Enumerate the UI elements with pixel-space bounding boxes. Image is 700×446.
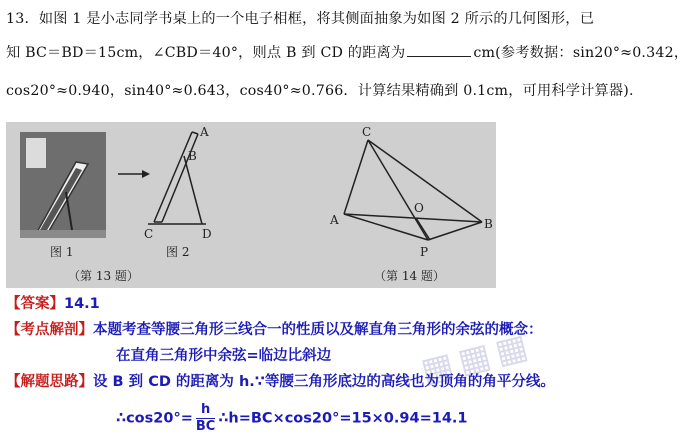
- figure-2: [148, 132, 206, 224]
- formula-left: ∴cos20°=: [116, 410, 193, 427]
- fig14-label-p: P: [420, 245, 429, 259]
- key-point-text-1: 本题考查等腰三角形三线合一的性质以及解直角三角形的余弦的概念：: [93, 322, 543, 338]
- solution-tag: 【解题思路】: [6, 374, 93, 390]
- solution-line: [6, 370, 555, 391]
- fig2-label-b: B: [188, 149, 197, 163]
- formula-line: [116, 402, 468, 435]
- fig2-label-a: A: [200, 125, 209, 139]
- answer-line: [6, 292, 100, 313]
- fig2-caption: 图 2: [166, 245, 190, 259]
- watermark: ▦▦▦: [416, 324, 538, 392]
- figure-photo: [6, 122, 496, 288]
- figure-1-photo: [20, 132, 106, 238]
- fig2-label-d: D: [202, 227, 212, 241]
- solution-text: 设 B 到 CD 的距离为 h.∵等腰三角形底边的高线也为顶角的角平分线。: [93, 374, 555, 390]
- arrow-head: [142, 170, 150, 178]
- key-point-line-2: 在直角三角形中余弦=临边比斜边: [116, 348, 332, 364]
- answer-blank: [407, 55, 471, 57]
- answer-tag: 【答案】: [6, 296, 64, 312]
- fig14-label-o: O: [414, 201, 424, 215]
- question-line-2b: cm(参考数据：sin20°≈0.342，: [473, 45, 689, 61]
- fig14-caption: （第 14 题）: [374, 269, 445, 283]
- fraction-numerator: h: [196, 402, 215, 419]
- question-line-2: [6, 42, 688, 62]
- fig1-caption: 图 1: [50, 245, 74, 259]
- fig13-caption: （第 13 题）: [68, 269, 139, 283]
- fraction: [196, 402, 215, 435]
- fraction-denominator: BC: [195, 419, 216, 434]
- fig14-label-c: C: [362, 125, 372, 139]
- formula-right: ∴h=BC×cos20°=15×0.94=14.1: [218, 410, 468, 427]
- figures-svg: [6, 122, 496, 288]
- key-point-line-1: [6, 318, 543, 339]
- fig14-label-b: B: [484, 217, 493, 231]
- key-point-tag: 【考点解剖】: [6, 322, 93, 338]
- fig2-label-c: C: [144, 227, 154, 241]
- question-line-3: cos20°≈0.940，sin40°≈0.643，cos40°≈0.766．计算结果精确到 0.1cm，可用科学计算器).: [6, 83, 634, 99]
- question-line-1: 13．如图 1 是小志同学书桌上的一个电子相框，将其侧面抽象为如图 2 所示的几何图形，已: [6, 11, 595, 27]
- figure-14: [344, 140, 482, 240]
- answer-value: 14.1: [64, 296, 100, 312]
- question-line-2a: 知 BC＝BD＝15cm，∠CBD＝40°，则点 B 到 CD 的距离为: [6, 45, 406, 61]
- fig14-label-a: A: [330, 213, 339, 227]
